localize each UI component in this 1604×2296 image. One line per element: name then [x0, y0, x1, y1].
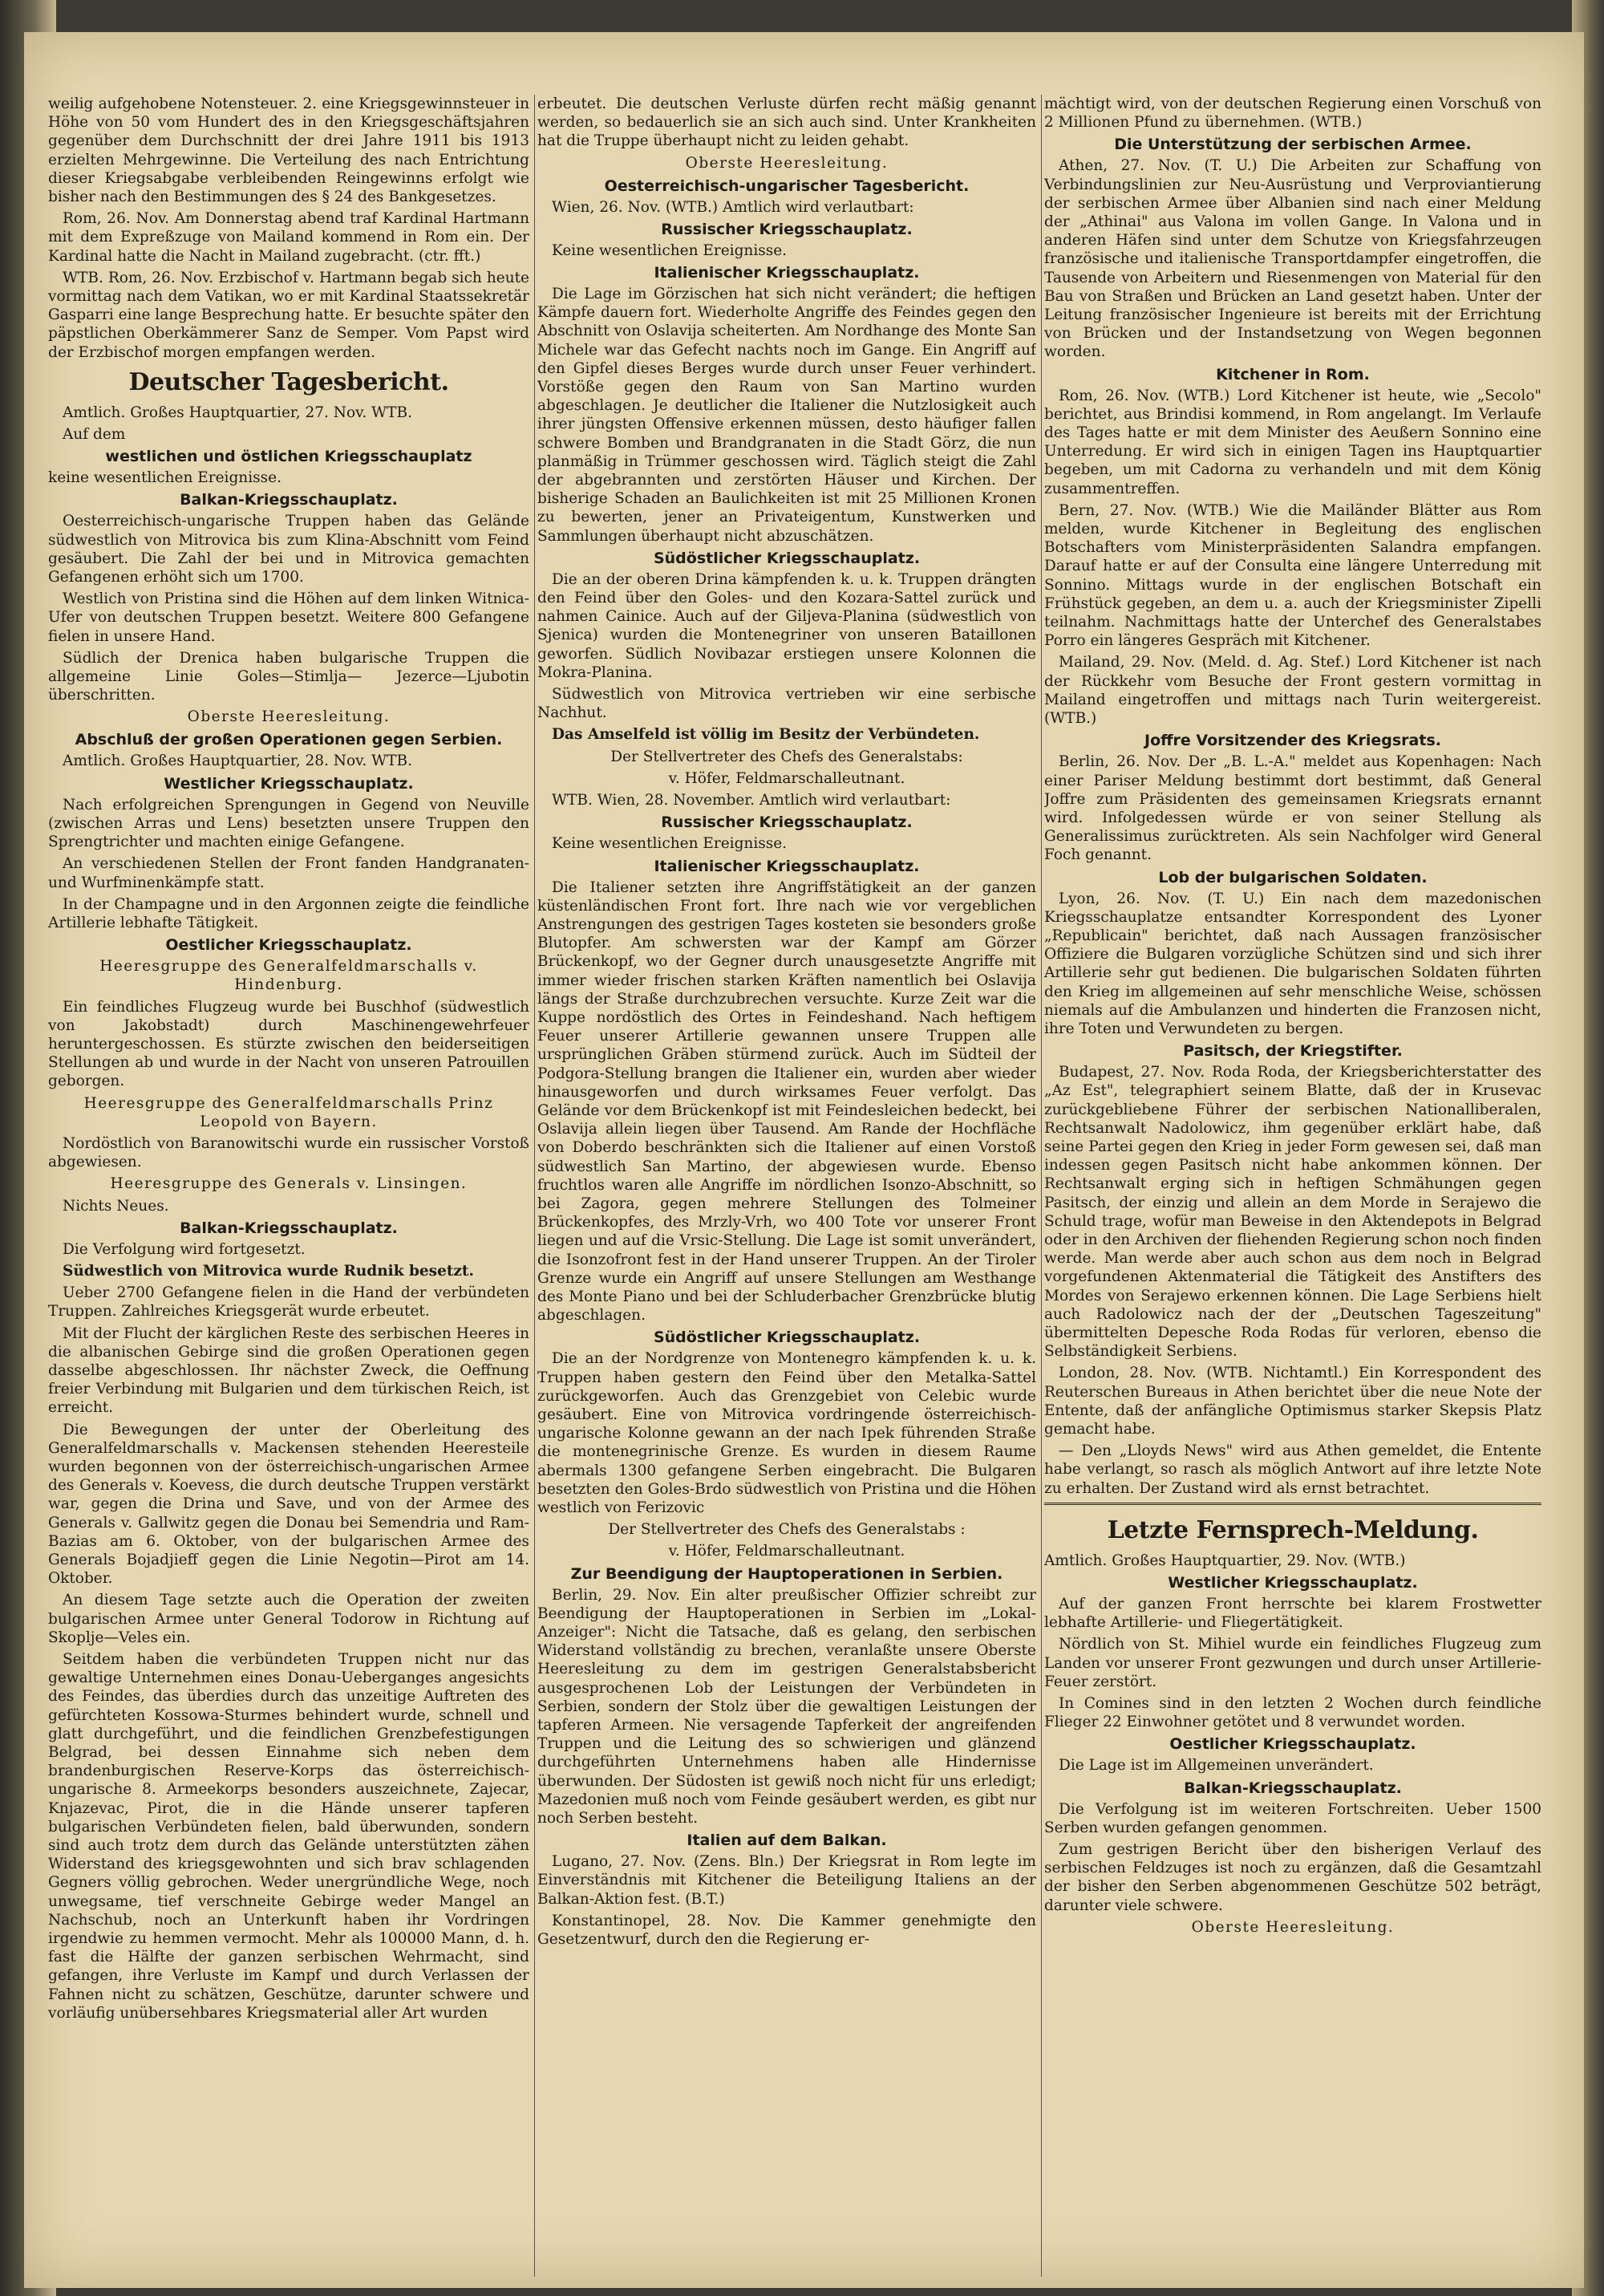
- paragraph: Zum gestrigen Bericht über den bisherigen Verlauf des serbischen Feldzuges ist noch zu ergänzen, daß die Gesamtzahl der bisher den Serben abgenommenen Geschütze 502 beträgt, darunter viele schwere.: [1044, 1841, 1541, 1914]
- paragraph: Nichts Neues.: [63, 1197, 169, 1215]
- paragraph: Berlin, 29. Nov. Ein alter preußischer Offizier schreibt zur Beendigung der Hauptoperationen in Serbien im „Lokal-Anzeiger": Nicht die Tatsache, daß es gelang, den serbischen Widerstand vollständig zu brechen, veranlaßte unsere Oberste Heeresleitung zu dem im gestrigen Generalstabsbericht ausgesprochenen Lob der Leistungen der Verbündeten in Serbien, sondern der Stolz über die gewaltigen Leistungen der tapferen Armeen. Nie versagende Tapferkeit der angreifenden Truppen und die Leitung des so schwierigen und glänzend durchgeführten Unternehmens haben alle Hindernisse überwunden. Der Südosten ist gewiß noch nicht für uns erledigt; Mazedonien muß noch vom Feinde gesäubert werden, es gibt nur noch Serben besteht.: [537, 1586, 1036, 1827]
- subheading: Italienischer Kriegsschauplatz.: [654, 264, 920, 282]
- paragraph: Rom, 26. Nov. (WTB.) Lord Kitchener ist heute, wie „Secolo" berichtet, aus Brindisi kommend, in Rom angelangt. Im Verlaufe des Tages hatte er mit dem Minister des Aeußern Sonnino eine Unterredung. Er wird sich in einigen Tagen ins Hauptquartier begeben, um mit Cadorna zu verhandeln und mit dem König zusammentreffen.: [1044, 387, 1541, 497]
- subheading: Russischer Kriegsschauplatz.: [661, 813, 913, 832]
- paragraph: Oesterreichisch-ungarische Truppen haben das Gelände südwestlich von Mitrovica bis zum Klina-Abschnitt vom Feind gesäubert. Die Zahl der bei und in Mitrovica gemachten Gefangenen erhöht sich um 1700.: [48, 513, 529, 586]
- subheading: Die Unterstützung der serbischen Armee.: [1114, 136, 1472, 154]
- paragraph: Lyon, 26. Nov. (T. U.) Ein nach dem mazedonischen Kriegsschauplatze entsandter Korrespondent des Lyoner „Republicain" berichtet, daß nach Aussagen französischer Offiziere die Bulgaren vorzügliche Schützen sind und sich ihrer Artillerie sehr gut bedienen. Die bulgarischen Soldaten führten den Krieg im allgemeinen auf sehr menschliche Weise, schössen niemals auf die Ambulanzen und hinderten die Franzosen nicht, ihre Toten und Verwundeten zu bergen.: [1044, 890, 1541, 1037]
- signature-line: Der Stellvertreter des Chefs des Generalstabs:: [610, 748, 963, 765]
- paragraph: Südlich der Drenica haben bulgarische Truppen die allgemeine Linie Goles—Stimlja— Jezerce—Ljubotin überschritten.: [48, 649, 529, 704]
- paragraph: Die Lage im Görzischen hat sich nicht verändert; die heftigen Kämpfe dauern fort. Wiederholte Angriffe des Feindes gegen den Abschnitt von Oslavija scheiterten. Am Nordhange des Monte San Michele war das Gefecht nachts noch im Gange. Ein Angriff auf den Gipfel dieses Berges wurde durch unser Feuer verhindert. Vorstöße gegen den Raum von San Martino wurden abgeschlagen. Je deutlicher die Italiener die Nutzlosigkeit auch ihrer jüngsten Offensive erkennen müssen, desto häufiger fallen schwere Bomben und Brandgranaten in die Stadt Görz, die nun planmäßig in Trümmer geschossen wird. Täglich steigt die Zahl der abgebrannten und zerstörten Häuser und Kirchen. Der bisherige Schaden an Baulichkeiten ist mit 25 Millionen Kronen zu bewerten, jener an Privateigentum, Kunstwerken und Sammlungen überhaupt nicht abzuschätzen.: [537, 286, 1036, 545]
- paragraph: Lugano, 27. Nov. (Zens. Bln.) Der Kriegsrat in Rom legte im Einverständnis mit Kitchener die Beteiligung Italiens an der Balkan-Aktion fest. (B.T.): [537, 1853, 1036, 1908]
- subheading: Kitchener in Rom.: [1216, 365, 1370, 383]
- paragraph: keine wesentlichen Ereignisse.: [48, 469, 282, 487]
- newspaper-page: [24, 32, 1584, 2288]
- paragraph: In Comines sind in den letzten 2 Wochen durch feindliche Flieger 22 Einwohner getötet und 8 verwundet worden.: [1044, 1695, 1541, 1731]
- subheading: Russischer Kriegsschauplatz.: [661, 220, 913, 238]
- paragraph: weilig aufgehobene Notensteuer. 2. eine Kriegsgewinnsteuer in Höhe von 50 vom Hundert des in den Kriegsgeschäftsjahren gegenüber dem Durchschnitt der drei Jahre 1911 bis 1913 erzielten Mehrgewinne. Die Verteilung des nach Entrichtung dieser Kriegsabgabe verbleibenden Reingewinns erfolgt wie bisher nach den Bestimmungen des § 24 des Bankgesetzes.: [48, 95, 529, 206]
- paragraph: Mailand, 29. Nov. (Meld. d. Ag. Stef.) Lord Kitchener ist nach der Rückkehr vom Besuche der Front gestern vormittag in Mailand eingetroffen und mittags nach Turin weitergereist. (WTB.): [1044, 654, 1541, 728]
- paragraph: WTB. Rom, 26. Nov. Erzbischof v. Hartmann begab sich heute vormittag nach dem Vatikan, wo er mit Kardinal Staatssekretär Gasparri eine lange Besprechung hatte. Er besuchte später den päpstlichen Oberkämmerer Sanz de Semper. Vom Papst wird der Erzbischof morgen empfangen werden.: [48, 269, 529, 361]
- paragraph: Budapest, 27. Nov. Roda Roda, der Kriegsberichterstatter des „Az Est", telegraphiert seinem Blatte, daß der in Krusevac zurückgebliebene Führer der serbischen Nationalliberalen, Rechtsanwalt Nadolowicz, ihm gegenüber erklärt habe, daß seine Partei gegen den Krieg in jeder Form gewesen sei, daß man indessen gegen Pasitsch nicht habe ankommen können. Der Rechtsanwalt erging sich in heftigen Schmähungen gegen Pasitsch, der einzig und allein an dem Morde in Serajewo die Schuld trage, wofür man Beweise in den Aktendepots in Belgrad oder in den Archiven der fliehenden Regierung schon noch finden werde. Man werde aber auch schon aus dem noch in Belgrad vorgefundenen Aktenmaterial die Tätigkeit des Anstifters des Mordes von Serajewo erkennen können. Die Lage Serbiens hielt auch Radolowicz nach der der „Deutschen Tageszeitung" übermittelten Depesche Roda Rodas für verloren, ebenso die Selbständigkeit Serbiens.: [1044, 1064, 1541, 1361]
- subheading: Joffre Vorsitzender des Kriegsrats.: [1144, 732, 1441, 750]
- signature: Oberste Heeresleitung.: [685, 154, 889, 172]
- paragraph: Bern, 27. Nov. (WTB.) Wie die Mailänder Blätter aus Rom melden, wurde Kitchener in Begleitung des englischen Botschafters vom Ministerpräsidenten Salandra empfangen. Darauf hatte er auf der Consulta eine längere Unterredung mit Sonnino. Mittags wurde in der englischen Botschaft ein Frühstück gegeben, an dem u. a. auch der Kriegsminister Zipelli teilnahm. Nachmittags hatte der Unterchef des Generalstabes Porro ein längeres Gespräch mit Kitchener.: [1044, 501, 1541, 650]
- paragraph: Die Italiener setzten ihre Angriffstätigkeit an der ganzen küstenländischen Front fort. Ihre nach wie vor vergeblichen Anstrengungen des gestrigen Tages kosteten sie besonders große Blutopfer. Am schwersten war der Kampf am Görzer Brückenkopf, wo der Gegner durch unausgesetzte Angriffe mit immer wieder frischen starken Kräften namentlich bei Oslavija längs der Straße durchzubrechen versuchte. Kurze Zeit war die Kuppe nordöstlich des Ortes in Feindeshand. Nach heftigem Feuer unserer Artillerie gewannen unsere Truppen alle ursprünglichen Gräben stürmend zurück. Auch im Südteil der Podgora-Stellung brangen die Italiener ein, wurden aber wieder hinausgeworfen und durch wirksames Feuer verfolgt. Das Gelände vor dem Brückenkopf ist mit Feindesleichen bedeckt, bei Oslavija allein liegen über Tausend. Am Rande der Hochfläche von Doberdo beschränkten sich die Italiener auf einen Vorstoß südwestlich San Martino, der abgewiesen wurde. Ebenso fruchtlos waren alle Angriffe im nördlichen Isonzo-Abschnitt, so bei Zagora, gegen mehrere Stellungen des Tolmeiner Brückenkopfes, des Mrzly-Vrh, wo 400 Tote vor unserer Front liegen und auf die Vrsic-Stellung. Die Lage ist somit unverändert, die Isonzofront fest in der Hand unserer Truppen. An der Tiroler Grenze wurde ein Angriff auf unsere Stellungen am Westhange des Monte Piano und bei der Schluderbacher Grenzbrücke blutig abgeschlagen.: [537, 878, 1036, 1324]
- subheading: Balkan-Kriegsschauplatz.: [180, 1219, 398, 1237]
- subheading: Westlicher Kriegsschauplatz.: [164, 774, 414, 793]
- signature: Oberste Heeresleitung.: [1191, 1918, 1395, 1936]
- army-group: Heeresgruppe des Generals v. Linsingen.: [110, 1175, 468, 1193]
- dateline: Wien, 26. Nov. (WTB.) Amtlich wird verlautbart:: [552, 198, 914, 216]
- paragraph: Die Verfolgung wird fortgesetzt.: [63, 1240, 306, 1258]
- paragraph: Nordöstlich von Baranowitschi wurde ein russischer Vorstoß abgewiesen.: [48, 1134, 529, 1171]
- army-group: Heeresgruppe des Generalfeldmarschalls Prinz Leopold von Bayern.: [83, 1094, 494, 1130]
- paragraph: — Den „Lloyds News" wird aus Athen gemeldet, die Entente habe verlangt, so rasch als möglich Antwort auf ihre letzte Note zu erhalten. Der Zustand wird als ernst betrachtet.: [1044, 1442, 1541, 1497]
- paragraph: Die an der oberen Drina kämpfenden k. u. k. Truppen drängten den Feind über den Goles- und den Kozara-Sattel zurück und nahmen Cainice. Auch auf der Giljeva-Planina (südwestlich von Sjenica) wurden die Montenegriner von unseren Bataillonen geworfen. Südlich Novibazar erstiegen unsere Kolonnen die Mokra-Planina.: [537, 570, 1036, 681]
- subheading: Westlicher Kriegsschauplatz.: [1168, 1574, 1418, 1592]
- signature-line: v. Höfer, Feldmarschalleutnant.: [668, 769, 905, 787]
- section-divider: [1044, 1503, 1541, 1510]
- paragraph: Westlich von Pristina sind die Höhen auf dem linken Witnica-Ufer von deutschen Truppen besetzt. Weitere 800 Gefangene fielen in unsere Hand.: [48, 590, 529, 645]
- dateline: Amtlich. Großes Hauptquartier, 28. Nov. WTB.: [63, 752, 412, 770]
- dateline: Amtlich. Großes Hauptquartier, 29. Nov. (WTB.): [1044, 1552, 1406, 1569]
- dateline: Amtlich. Großes Hauptquartier, 27. Nov. WTB.: [63, 404, 412, 421]
- paragraph: Die Lage ist im Allgemeinen unverändert.: [1059, 1757, 1374, 1775]
- paragraph: Auf der ganzen Front herrschte bei klarem Frostwetter lebhafte Artillerie- und Fliegertätigkeit.: [1044, 1596, 1541, 1632]
- subheading: Südöstlicher Kriegsschauplatz.: [653, 549, 921, 567]
- subheading: Abschluß der großen Operationen gegen Serbien.: [75, 731, 503, 749]
- paragraph: Ueber 2700 Gefangene fielen in die Hand der verbündeten Truppen. Zahlreiches Kriegsgerät wurde erbeutet.: [48, 1284, 529, 1320]
- paragraph: Rom, 26. Nov. Am Donnerstag abend traf Kardinal Hartmann mit dem Expreßzuge von Mailand kommend in Rom ein. Der Kardinal hatte die Nacht in Mailand zugebracht. (ctr. fft.): [48, 210, 529, 265]
- subheading: Oestlicher Kriegsschauplatz.: [1169, 1735, 1416, 1754]
- column-right: [1044, 95, 1541, 2277]
- paragraph: Die Verfolgung ist im weiteren Fortschreiten. Ueber 1500 Serben wurden gefangen genommen.: [1044, 1800, 1541, 1836]
- column-left: [48, 95, 529, 2277]
- subheading: Oestlicher Kriegsschauplatz.: [165, 936, 412, 955]
- subheading: Zur Beendigung der Hauptoperationen in Serbien.: [570, 1564, 1003, 1583]
- subheading: Balkan-Kriegsschauplatz.: [180, 491, 398, 509]
- column-rule: [534, 95, 535, 2277]
- paragraph: London, 28. Nov. (WTB. Nichtamtl.) Ein Korrespondent des Reuterschen Bureaus in Athen berichtet über die neue Note der Entente, daß der anfängliche Optimismus starker Skepsis Platz gemacht habe.: [1044, 1365, 1541, 1438]
- paragraph: Konstantinopel, 28. Nov. Die Kammer genehmigte den Gesetzentwurf, durch den die Regierung er-: [537, 1912, 1036, 1949]
- column-rule: [1041, 95, 1042, 2277]
- paragraph: mächtigt wird, von der deutschen Regierung einen Vorschuß von 2 Millionen Pfund zu übernehmen. (WTB.): [1044, 95, 1541, 132]
- army-group: Heeresgruppe des Generalfeldmarschalls v. Hindenburg.: [99, 958, 478, 994]
- paragraph: Auf dem: [63, 426, 126, 444]
- subheading: Pasitsch, der Kriegstifter.: [1183, 1042, 1403, 1061]
- section-heading: Letzte Fernsprech-Meldung.: [1107, 1515, 1479, 1544]
- paragraph: Südwestlich von Mitrovica wurde Rudnik besetzt.: [63, 1262, 474, 1280]
- paragraph: Nach erfolgreichen Sprengungen in Gegend von Neuville (zwischen Arras und Lens) besetzten unsere Truppen den Sprengtrichter und machten einige Gefangene.: [48, 796, 529, 851]
- signature-line: v. Höfer, Feldmarschalleutnant.: [668, 1543, 905, 1560]
- section-heading: Deutscher Tagesbericht.: [128, 367, 449, 396]
- paragraph: Seitdem haben die verbündeten Truppen nicht nur das gewaltige Unternehmen eines Donau-Ueberganges angesichts des Feindes, das überdies durch das unzeitige Auftreten des gefürchteten Kossowa-Sturmes behindert wurde, schnell und glatt durchgeführt, und die feindlichen Grenzbefestigungen Belgrad, bei dessen Einnahme sich neben dem brandenburgischen Reserve-Korps das österreichisch-ungarische 8. Armeekorps besonders auszeichnete, Zajecar, Knjazevac, Pirot, die in die Hände unserer tapferen bulgarischen Verbündeten fielen, bald überwunden, sondern sind auch trotz dem durch das Gelände unterstützten zähen Widerstand des kriegsgewohnten und sich brav schlagenden Gegners völlig gebrochen. Weder unergründliche Wege, noch unwegsame, tief verschneite Gebirge weder Mangel an Nachschub, noch an Unterkunft haben ihr Vordringen irgendwie zu hemmen vermocht. Mehr als 100000 Mann, d. h. fast die Hälfte der ganzen serbischen Wehrmacht, sind gefangen, ihre Verluste im Kampf und durch Verlassen der Fahnen nicht zu schätzen, Geschütze, darunter schwere und vorläufig unübersehbares Kriegsmaterial aller Art wurden: [48, 1651, 529, 2022]
- paragraph: Berlin, 26. Nov. Der „B. L.-A." meldet aus Kopenhagen: Nach einer Pariser Meldung bestimmt dort bestimmt, daß General Joffre zum Präsidenten des gemeinsamen Kriegsrats ernannt wird. Infolgedessen würde er von seiner Stellung als Generalissimus zurücktreten. Als sein Nachfolger wird General Foch genannt.: [1044, 753, 1541, 864]
- dateline: WTB. Wien, 28. November. Amtlich wird verlautbart:: [552, 792, 951, 809]
- subheading: Italienischer Kriegsschauplatz.: [654, 857, 920, 875]
- paragraph: erbeutet. Die deutschen Verluste dürfen recht mäßig genannt werden, so bedauerlich sie an sich auch sind. Unter Krankheiten hat die Truppe überhaupt nicht zu leiden gehabt.: [537, 95, 1036, 150]
- subheading: Südöstlicher Kriegsschauplatz.: [653, 1329, 921, 1347]
- subheading: westlichen und östlichen Kriegsschauplatz: [105, 448, 472, 466]
- paragraph: Ein feindliches Flugzeug wurde bei Buschhof (südwestlich von Jakobstadt) durch Maschinengewehrfeuer heruntergeschossen. Es stürzte zwischen den beiderseitigen Stellungen ab und wurde in der Nacht von unseren Patrouillen geborgen.: [48, 998, 529, 1090]
- paragraph: An diesem Tage setzte auch die Operation der zweiten bulgarischen Armee unter General Todorow in Richtung auf Skoplje—Veles ein.: [48, 1592, 529, 1646]
- paragraph: In der Champagne und in den Argonnen zeigte die feindliche Artillerie lebhafte Tätigkeit.: [48, 895, 529, 931]
- paragraph: Die Bewegungen der unter der Oberleitung des Generalfeldmarschalls v. Mackensen stehenden Heeresteile wurden begonnen von der österreichisch-ungarischen Armee des Generals v. Koevess, die durch deutsche Truppen verstärkt war, gegen die Drina und Save, und von der Armee des Generals v. Gallwitz gegen die Donau bei Semendria und Ram-Bazias am 6. Oktober, von der bulgarischen Armee des Generals Bojadjieff gegen die Linie Negotin—Pirot am 14. Oktober.: [48, 1421, 529, 1588]
- paragraph: Die an der Nordgrenze von Montenegro kämpfenden k. u. k. Truppen haben gestern den Feind über den Metalka-Sattel zurückgeworfen. Auch das Grenzgebiet von Celebic wurde gesäubert. Eine von Mitrovica vordringende österreichisch-ungarische Kolonne gewann an der nach Ipek führenden Straße die montenegrinische Grenze. Es wurden in diesem Raume abermals 1300 gefangene Serben eingebracht. Die Bulgaren besetzten den Goles-Brdo südwestlich von Pristina und die Höhen westlich von Ferizovic: [537, 1350, 1036, 1516]
- column-middle: [537, 95, 1036, 2277]
- signature: Oberste Heeresleitung.: [187, 708, 391, 726]
- paragraph: Athen, 27. Nov. (T. U.) Die Arbeiten zur Schaffung von Verbindungslinien zur Neu-Ausrüstung und Verproviantierung der serbischen Armee über Albanien sind nach einer Meldung der „Athinai" aus Valona im vollen Gange. In Valona und in anderen Häfen sind unter dem Schutze von Kriegsfahrzeugen französische und italienische Transportdampfer eingetroffen, die Tausende von Arbeitern und Riesenmengen von Material für den Bau von Straßen und Brücken an Land gesetzt haben. Unter der Leitung französischer Ingenieure ist bereits mit der Errichtung von Brücken und der Instandsetzung von Wegen begonnen worden.: [1044, 157, 1541, 361]
- subheading: Italien auf dem Balkan.: [687, 1832, 887, 1850]
- paragraph: Das Amselfeld ist völlig im Besitz der Verbündeten.: [552, 726, 980, 744]
- paragraph: Keine wesentlichen Ereignisse.: [552, 241, 788, 259]
- subheading: Balkan-Kriegsschauplatz.: [1184, 1779, 1402, 1797]
- signature-line: Der Stellvertreter des Chefs des Generalstabs :: [608, 1521, 966, 1539]
- paragraph: Mit der Flucht der kärglichen Reste des serbischen Heeres in die albanischen Gebirge sind die großen Operationen gegen dasselbe abgeschlossen. Ihr nächster Zweck, die Oeffnung freier Verbindung mit Bulgarien und dem türkischen Reich, ist erreicht.: [48, 1324, 529, 1417]
- subheading: Oesterreichisch-ungarischer Tagesbericht.: [604, 176, 970, 195]
- paragraph: Nördlich von St. Mihiel wurde ein feindliches Flugzeug zum Landen vor unserer Front gezwungen und durch unser Artillerie-Feuer zerstört.: [1044, 1636, 1541, 1690]
- paragraph: Südwestlich von Mitrovica vertrieben wir eine serbische Nachhut.: [537, 686, 1036, 722]
- subheading: Lob der bulgarischen Soldaten.: [1158, 868, 1428, 886]
- paragraph: Keine wesentlichen Ereignisse.: [552, 835, 788, 853]
- paragraph: An verschiedenen Stellen der Front fanden Handgranaten- und Wurfminenkämpfe statt.: [48, 855, 529, 891]
